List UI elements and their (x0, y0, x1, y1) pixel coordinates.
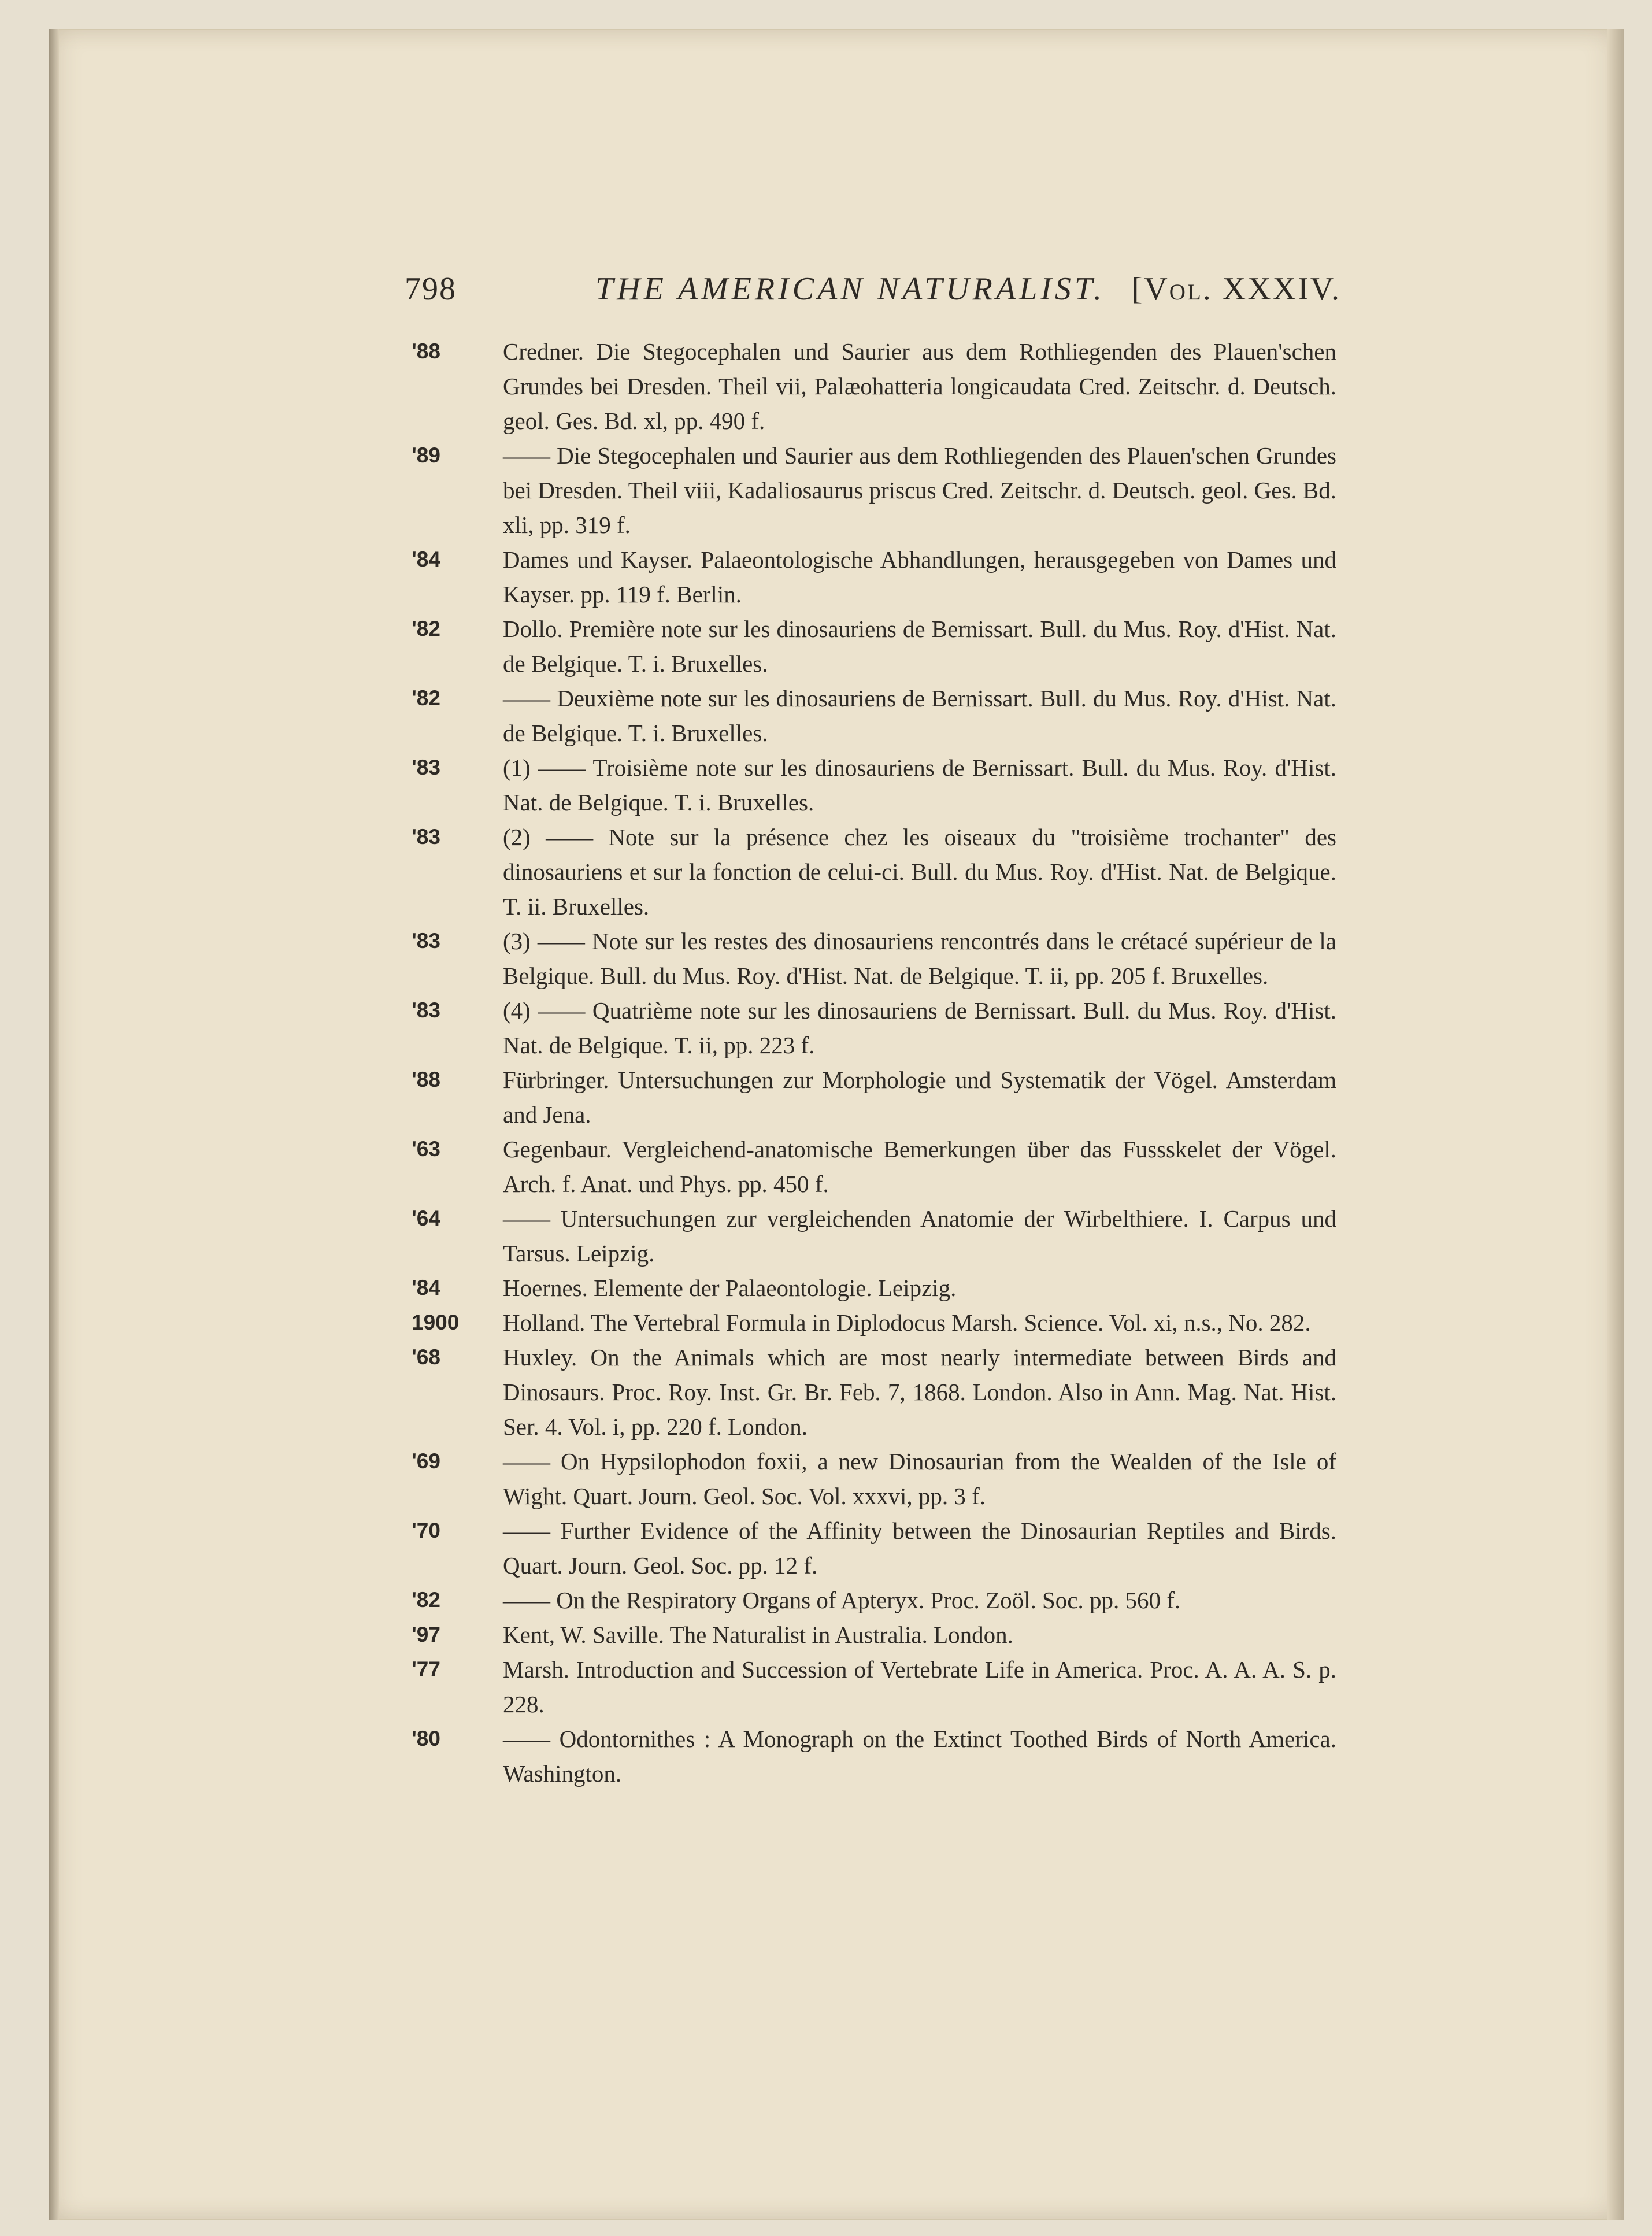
reference-year: '83 (412, 929, 440, 953)
reference-entry (412, 1201, 1336, 1271)
reference-year: '88 (412, 1068, 440, 1091)
reference-text: Kent, W. Saville. The Naturalist in Australia. London. (503, 1622, 1013, 1648)
reference-text: —— Odontornithes : A Monograph on the Extinct Toothed Birds of North America. Washington. (503, 1726, 1336, 1787)
reference-list (412, 334, 1336, 1791)
reference-text: Hoernes. Elemente der Palaeontologie. Leipzig. (503, 1275, 957, 1301)
reference-text: —— Die Stegocephalen und Saurier aus dem Rothliegenden des Plauen'schen Grundes bei Dresden. Theil viii, Kadaliosaurus priscus Cred. Zeitschr. d. Deutsch. geol. Ges. Bd. xli, pp. 319 f. (503, 442, 1336, 538)
reference-text: (4) —— Quatrième note sur les dinosauriens de Bernissart. Bull. du Mus. Roy. d'Hist. Nat. de Belgique. T. ii, pp. 223 f. (503, 997, 1336, 1058)
reference-year: '69 (412, 1449, 440, 1473)
reference-entry (412, 542, 1336, 612)
reference-text: Fürbringer. Untersuchungen zur Morphologie und Systematik der Vögel. Amsterdam and Jena. (503, 1067, 1336, 1128)
reference-entry (412, 1305, 1336, 1340)
reference-text: (3) —— Note sur les restes des dinosauriens rencontrés dans le crétacé supérieur de la Belgique. Bull. du Mus. Roy. d'Hist. Nat. de Belgique. T. ii, pp. 205 f. Bruxelles. (503, 928, 1336, 989)
reference-entry (412, 1271, 1336, 1305)
reference-year: '68 (412, 1345, 440, 1369)
page-number: 798 (405, 271, 457, 307)
reference-entry (412, 1513, 1336, 1583)
reference-year: '83 (412, 998, 440, 1022)
reference-year: '84 (412, 547, 440, 571)
reference-entry (412, 993, 1336, 1063)
journal-title: THE AMERICAN NATURALIST. (595, 271, 1105, 307)
reference-text: —— On Hypsilophodon foxii, a new Dinosaurian from the Wealden of the Isle of Wight. Quart. Journ. Geol. Soc. Vol. xxxvi, pp. 3 f. (503, 1448, 1336, 1509)
reference-text: Dames und Kayser. Palaeontologische Abhandlungen, herausgegeben von Dames und Kayser. pp. 119 f. Berlin. (503, 546, 1336, 608)
reference-text: (2) —— Note sur la présence chez les oiseaux du "troisième trochanter" des dinosauriens et sur la fonction de celui-ci. Bull. du Mus. Roy. d'Hist. Nat. de Belgique. T. ii. Bruxelles. (503, 824, 1336, 920)
reference-entry (412, 1722, 1336, 1791)
page-left-edge (49, 29, 59, 2220)
reference-text: (1) —— Troisième note sur les dinosauriens de Bernissart. Bull. du Mus. Roy. d'Hist. Nat. de Belgique. T. i. Bruxelles. (503, 754, 1336, 816)
reference-text: Marsh. Introduction and Succession of Vertebrate Life in America. Proc. A. A. A. S. p. 228. (503, 1656, 1336, 1717)
reference-entry (412, 750, 1336, 820)
reference-text: Holland. The Vertebral Formula in Diplodocus Marsh. Science. Vol. xi, n.s., No. 282. (503, 1309, 1311, 1336)
reference-entry (412, 612, 1336, 681)
reference-year: '82 (412, 617, 440, 641)
volume-label: [Vol. XXXIV. (1131, 271, 1341, 307)
reference-year: '63 (412, 1137, 440, 1161)
reference-entry (412, 924, 1336, 993)
reference-year: '82 (412, 1588, 440, 1612)
reference-year: '89 (412, 443, 440, 467)
reference-year: '82 (412, 686, 440, 710)
reference-text: Gegenbaur. Vergleichend-anatomische Bemerkungen über das Fussskelet der Vögel. Arch. f. Anat. und Phys. pp. 450 f. (503, 1136, 1336, 1197)
reference-entry (412, 1132, 1336, 1201)
reference-text: Credner. Die Stegocephalen und Saurier aus dem Rothliegenden des Plauen'schen Grundes bei Dresden. Theil vii, Palæohatteria longicaudata Cred. Zeitschr. d. Deutsch. geol. Ges. Bd. xl, pp. 490 f. (503, 338, 1336, 434)
reference-year: '84 (412, 1276, 440, 1300)
reference-text: —— Untersuchungen zur vergleichenden Anatomie der Wirbelthiere. I. Carpus und Tarsus. Leipzig. (503, 1205, 1336, 1267)
reference-entry (412, 820, 1336, 924)
reference-year: '77 (412, 1657, 440, 1681)
reference-year: '64 (412, 1206, 440, 1230)
reference-year: '88 (412, 339, 440, 363)
reference-year: 1900 (412, 1310, 460, 1334)
reference-text: Huxley. On the Animals which are most nearly intermediate between Birds and Dinosaurs. Proc. Roy. Inst. Gr. Br. Feb. 7, 1868. London. Also in Ann. Mag. Nat. Hist. Ser. 4. Vol. i, pp. 220 f. London. (503, 1344, 1336, 1440)
reference-entry (412, 1340, 1336, 1444)
reference-text: —— Deuxième note sur les dinosauriens de Bernissart. Bull. du Mus. Roy. d'Hist. Nat. de Belgique. T. i. Bruxelles. (503, 685, 1336, 746)
reference-entry (412, 681, 1336, 750)
reference-entry (412, 334, 1336, 438)
reference-text: —— Further Evidence of the Affinity between the Dinosaurian Reptiles and Birds. Quart. Journ. Geol. Soc. pp. 12 f. (503, 1517, 1336, 1579)
reference-year: '83 (412, 756, 440, 779)
running-head (405, 266, 1341, 312)
reference-year: '83 (412, 825, 440, 849)
reference-entry (412, 1444, 1336, 1513)
reference-year: '97 (412, 1623, 440, 1646)
reference-text: —— On the Respiratory Organs of Apteryx. Proc. Zoöl. Soc. pp. 560 f. (503, 1587, 1181, 1613)
reference-entry (412, 1583, 1336, 1617)
reference-entry (412, 1652, 1336, 1722)
reference-year: '80 (412, 1727, 440, 1750)
reference-text: Dollo. Première note sur les dinosauriens de Bernissart. Bull. du Mus. Roy. d'Hist. Nat. de Belgique. T. i. Bruxelles. (503, 616, 1336, 677)
reference-year: '70 (412, 1519, 440, 1542)
page-right-edge (1607, 29, 1624, 2220)
reference-entry (412, 1617, 1336, 1652)
reference-entry (412, 438, 1336, 542)
reference-entry (412, 1063, 1336, 1132)
